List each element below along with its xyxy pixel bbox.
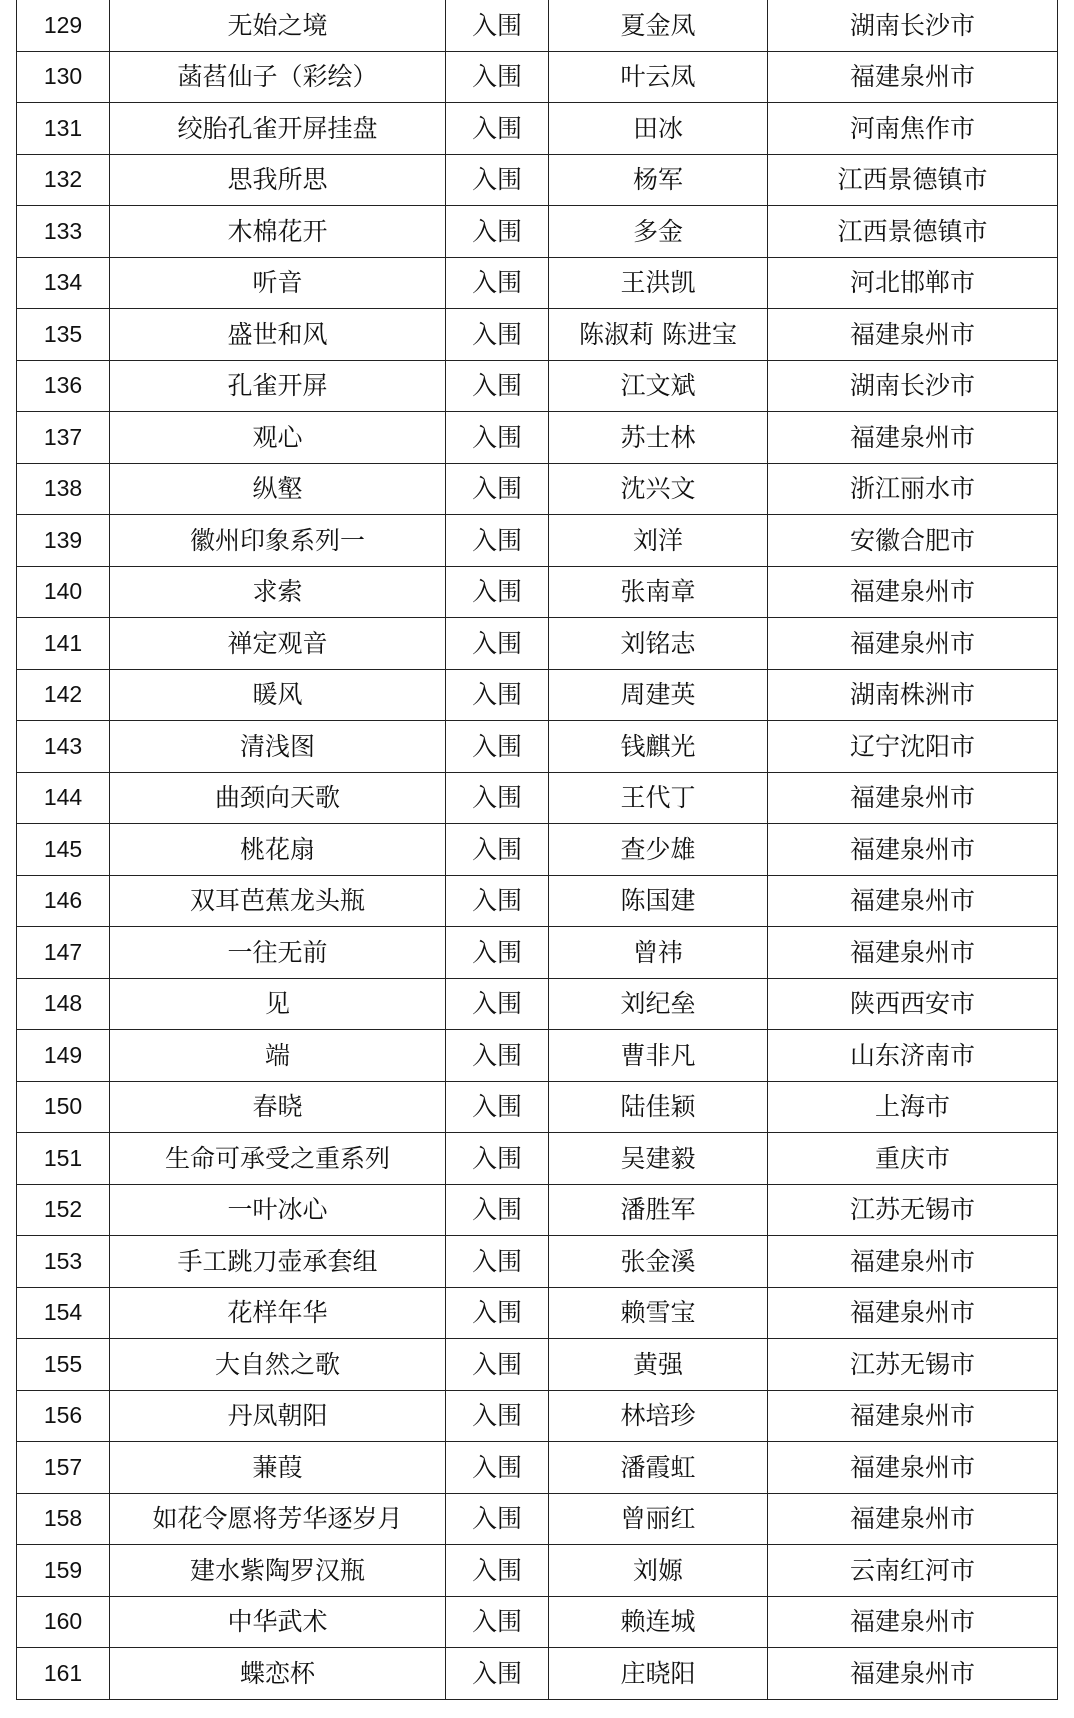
author-cell: 王洪凯 bbox=[549, 257, 768, 309]
table-row bbox=[17, 1390, 1058, 1442]
status-cell: 入围 bbox=[446, 927, 549, 979]
entry-number-cell: 142 bbox=[17, 669, 110, 721]
author-cell: 刘洋 bbox=[549, 515, 768, 567]
status-cell: 入围 bbox=[446, 1236, 549, 1288]
city-cell: 福建泉州市 bbox=[768, 875, 1058, 927]
work-title-cell: 菡萏仙子（彩绘） bbox=[110, 51, 446, 103]
entry-number-cell: 135 bbox=[17, 309, 110, 361]
entry-number-cell: 130 bbox=[17, 51, 110, 103]
author-cell: 杨军 bbox=[549, 154, 768, 206]
table-row bbox=[17, 515, 1058, 567]
work-title-cell: 盛世和风 bbox=[110, 309, 446, 361]
status-cell: 入围 bbox=[446, 103, 549, 155]
entry-number-cell: 141 bbox=[17, 618, 110, 670]
table-row bbox=[17, 1442, 1058, 1494]
status-cell: 入围 bbox=[446, 154, 549, 206]
status-cell: 入围 bbox=[446, 1081, 549, 1133]
table-row bbox=[17, 51, 1058, 103]
city-cell: 河南焦作市 bbox=[768, 103, 1058, 155]
work-title-cell: 无始之境 bbox=[110, 0, 446, 51]
status-cell: 入围 bbox=[446, 1390, 549, 1442]
status-cell: 入围 bbox=[446, 1545, 549, 1597]
work-title-cell: 曲颈向天歌 bbox=[110, 772, 446, 824]
city-cell: 福建泉州市 bbox=[768, 1596, 1058, 1648]
city-cell: 安徽合肥市 bbox=[768, 515, 1058, 567]
work-title-cell: 纵壑 bbox=[110, 463, 446, 515]
work-title-cell: 丹凤朝阳 bbox=[110, 1390, 446, 1442]
table-row bbox=[17, 978, 1058, 1030]
author-cell: 王代丁 bbox=[549, 772, 768, 824]
entry-number-cell: 140 bbox=[17, 566, 110, 618]
author-cell: 赖雪宝 bbox=[549, 1287, 768, 1339]
city-cell: 福建泉州市 bbox=[768, 824, 1058, 876]
work-title-cell: 孔雀开屏 bbox=[110, 360, 446, 412]
work-title-cell: 见 bbox=[110, 978, 446, 1030]
author-cell: 赖连城 bbox=[549, 1596, 768, 1648]
entry-number-cell: 147 bbox=[17, 927, 110, 979]
city-cell: 湖南株洲市 bbox=[768, 669, 1058, 721]
entry-number-cell: 154 bbox=[17, 1287, 110, 1339]
city-cell: 河北邯郸市 bbox=[768, 257, 1058, 309]
work-title-cell: 清浅图 bbox=[110, 721, 446, 773]
table-row bbox=[17, 0, 1058, 51]
work-title-cell: 徽州印象系列一 bbox=[110, 515, 446, 567]
author-cell: 吴建毅 bbox=[549, 1133, 768, 1185]
status-cell: 入围 bbox=[446, 1287, 549, 1339]
city-cell: 陕西西安市 bbox=[768, 978, 1058, 1030]
author-cell: 刘铭志 bbox=[549, 618, 768, 670]
status-cell: 入围 bbox=[446, 463, 549, 515]
table-row bbox=[17, 618, 1058, 670]
award-list-table bbox=[16, 0, 1058, 1700]
entry-number-cell: 158 bbox=[17, 1493, 110, 1545]
status-cell: 入围 bbox=[446, 257, 549, 309]
work-title-cell: 一叶冰心 bbox=[110, 1184, 446, 1236]
status-cell: 入围 bbox=[446, 412, 549, 464]
status-cell: 入围 bbox=[446, 51, 549, 103]
city-cell: 江西景德镇市 bbox=[768, 154, 1058, 206]
entry-number-cell: 153 bbox=[17, 1236, 110, 1288]
city-cell: 上海市 bbox=[768, 1081, 1058, 1133]
document-page bbox=[16, 0, 1057, 1700]
city-cell: 重庆市 bbox=[768, 1133, 1058, 1185]
table-row bbox=[17, 721, 1058, 773]
status-cell: 入围 bbox=[446, 618, 549, 670]
status-cell: 入围 bbox=[446, 1339, 549, 1391]
entry-number-cell: 152 bbox=[17, 1184, 110, 1236]
author-cell: 潘霞虹 bbox=[549, 1442, 768, 1494]
city-cell: 福建泉州市 bbox=[768, 772, 1058, 824]
author-cell: 黄强 bbox=[549, 1339, 768, 1391]
entry-number-cell: 131 bbox=[17, 103, 110, 155]
work-title-cell: 思我所思 bbox=[110, 154, 446, 206]
work-title-cell: 绞胎孔雀开屏挂盘 bbox=[110, 103, 446, 155]
table-body bbox=[17, 0, 1058, 1699]
entry-number-cell: 160 bbox=[17, 1596, 110, 1648]
status-cell: 入围 bbox=[446, 1648, 549, 1700]
work-title-cell: 生命可承受之重系列 bbox=[110, 1133, 446, 1185]
work-title-cell: 一往无前 bbox=[110, 927, 446, 979]
city-cell: 福建泉州市 bbox=[768, 1390, 1058, 1442]
city-cell: 福建泉州市 bbox=[768, 309, 1058, 361]
city-cell: 福建泉州市 bbox=[768, 1442, 1058, 1494]
work-title-cell: 大自然之歌 bbox=[110, 1339, 446, 1391]
work-title-cell: 春晓 bbox=[110, 1081, 446, 1133]
status-cell: 入围 bbox=[446, 0, 549, 51]
author-cell: 林培珍 bbox=[549, 1390, 768, 1442]
author-cell: 苏士林 bbox=[549, 412, 768, 464]
status-cell: 入围 bbox=[446, 360, 549, 412]
city-cell: 福建泉州市 bbox=[768, 1287, 1058, 1339]
city-cell: 云南红河市 bbox=[768, 1545, 1058, 1597]
city-cell: 福建泉州市 bbox=[768, 566, 1058, 618]
status-cell: 入围 bbox=[446, 875, 549, 927]
entry-number-cell: 145 bbox=[17, 824, 110, 876]
work-title-cell: 如花令愿将芳华逐岁月 bbox=[110, 1493, 446, 1545]
work-title-cell: 暖风 bbox=[110, 669, 446, 721]
status-cell: 入围 bbox=[446, 1596, 549, 1648]
entry-number-cell: 138 bbox=[17, 463, 110, 515]
city-cell: 福建泉州市 bbox=[768, 618, 1058, 670]
city-cell: 江苏无锡市 bbox=[768, 1339, 1058, 1391]
status-cell: 入围 bbox=[446, 1184, 549, 1236]
entry-number-cell: 133 bbox=[17, 206, 110, 258]
author-cell: 钱麒光 bbox=[549, 721, 768, 773]
author-cell: 周建英 bbox=[549, 669, 768, 721]
author-cell: 叶云凤 bbox=[549, 51, 768, 103]
author-cell: 多金 bbox=[549, 206, 768, 258]
author-cell: 刘嫄 bbox=[549, 1545, 768, 1597]
author-cell: 张南章 bbox=[549, 566, 768, 618]
table-row bbox=[17, 103, 1058, 155]
work-title-cell: 禅定观音 bbox=[110, 618, 446, 670]
city-cell: 福建泉州市 bbox=[768, 927, 1058, 979]
status-cell: 入围 bbox=[446, 309, 549, 361]
author-cell: 庄晓阳 bbox=[549, 1648, 768, 1700]
entry-number-cell: 148 bbox=[17, 978, 110, 1030]
status-cell: 入围 bbox=[446, 978, 549, 1030]
entry-number-cell: 161 bbox=[17, 1648, 110, 1700]
table-row bbox=[17, 1545, 1058, 1597]
city-cell: 福建泉州市 bbox=[768, 1236, 1058, 1288]
table-row bbox=[17, 1030, 1058, 1082]
table-row bbox=[17, 1133, 1058, 1185]
author-cell: 江文斌 bbox=[549, 360, 768, 412]
status-cell: 入围 bbox=[446, 721, 549, 773]
work-title-cell: 蝶恋杯 bbox=[110, 1648, 446, 1700]
author-cell: 沈兴文 bbox=[549, 463, 768, 515]
work-title-cell: 桃花扇 bbox=[110, 824, 446, 876]
table-row bbox=[17, 309, 1058, 361]
city-cell: 福建泉州市 bbox=[768, 412, 1058, 464]
city-cell: 福建泉州市 bbox=[768, 1648, 1058, 1700]
status-cell: 入围 bbox=[446, 824, 549, 876]
entry-number-cell: 137 bbox=[17, 412, 110, 464]
city-cell: 湖南长沙市 bbox=[768, 0, 1058, 51]
author-cell: 曾丽红 bbox=[549, 1493, 768, 1545]
table-row bbox=[17, 463, 1058, 515]
author-cell: 曾祎 bbox=[549, 927, 768, 979]
status-cell: 入围 bbox=[446, 515, 549, 567]
work-title-cell: 手工跳刀壶承套组 bbox=[110, 1236, 446, 1288]
table-row bbox=[17, 1493, 1058, 1545]
entry-number-cell: 143 bbox=[17, 721, 110, 773]
entry-number-cell: 150 bbox=[17, 1081, 110, 1133]
table-row bbox=[17, 1287, 1058, 1339]
entry-number-cell: 134 bbox=[17, 257, 110, 309]
table-row bbox=[17, 1184, 1058, 1236]
table-row bbox=[17, 927, 1058, 979]
city-cell: 江苏无锡市 bbox=[768, 1184, 1058, 1236]
work-title-cell: 端 bbox=[110, 1030, 446, 1082]
work-title-cell: 求索 bbox=[110, 566, 446, 618]
table-row bbox=[17, 566, 1058, 618]
work-title-cell: 双耳芭蕉龙头瓶 bbox=[110, 875, 446, 927]
author-cell: 夏金凤 bbox=[549, 0, 768, 51]
city-cell: 山东济南市 bbox=[768, 1030, 1058, 1082]
city-cell: 湖南长沙市 bbox=[768, 360, 1058, 412]
status-cell: 入围 bbox=[446, 1133, 549, 1185]
status-cell: 入围 bbox=[446, 1442, 549, 1494]
table-row bbox=[17, 824, 1058, 876]
status-cell: 入围 bbox=[446, 206, 549, 258]
table-row bbox=[17, 669, 1058, 721]
status-cell: 入围 bbox=[446, 772, 549, 824]
table-row bbox=[17, 412, 1058, 464]
table-row bbox=[17, 875, 1058, 927]
entry-number-cell: 155 bbox=[17, 1339, 110, 1391]
entry-number-cell: 149 bbox=[17, 1030, 110, 1082]
author-cell: 陈国建 bbox=[549, 875, 768, 927]
city-cell: 江西景德镇市 bbox=[768, 206, 1058, 258]
table-row bbox=[17, 1648, 1058, 1700]
table-row bbox=[17, 772, 1058, 824]
author-cell: 查少雄 bbox=[549, 824, 768, 876]
city-cell: 福建泉州市 bbox=[768, 1493, 1058, 1545]
author-cell: 潘胜军 bbox=[549, 1184, 768, 1236]
table-row bbox=[17, 360, 1058, 412]
author-cell: 刘纪垒 bbox=[549, 978, 768, 1030]
author-cell: 陈淑莉 陈进宝 bbox=[549, 309, 768, 361]
author-cell: 张金溪 bbox=[549, 1236, 768, 1288]
entry-number-cell: 146 bbox=[17, 875, 110, 927]
table-row bbox=[17, 206, 1058, 258]
entry-number-cell: 159 bbox=[17, 1545, 110, 1597]
table-row bbox=[17, 257, 1058, 309]
city-cell: 辽宁沈阳市 bbox=[768, 721, 1058, 773]
table-row bbox=[17, 1596, 1058, 1648]
status-cell: 入围 bbox=[446, 566, 549, 618]
status-cell: 入围 bbox=[446, 669, 549, 721]
entry-number-cell: 129 bbox=[17, 0, 110, 51]
city-cell: 浙江丽水市 bbox=[768, 463, 1058, 515]
entry-number-cell: 156 bbox=[17, 1390, 110, 1442]
table-row bbox=[17, 154, 1058, 206]
city-cell: 福建泉州市 bbox=[768, 51, 1058, 103]
work-title-cell: 听音 bbox=[110, 257, 446, 309]
status-cell: 入围 bbox=[446, 1493, 549, 1545]
work-title-cell: 花样年华 bbox=[110, 1287, 446, 1339]
entry-number-cell: 151 bbox=[17, 1133, 110, 1185]
entry-number-cell: 139 bbox=[17, 515, 110, 567]
entry-number-cell: 132 bbox=[17, 154, 110, 206]
status-cell: 入围 bbox=[446, 1030, 549, 1082]
author-cell: 田冰 bbox=[549, 103, 768, 155]
work-title-cell: 蒹葭 bbox=[110, 1442, 446, 1494]
entry-number-cell: 157 bbox=[17, 1442, 110, 1494]
author-cell: 曹非凡 bbox=[549, 1030, 768, 1082]
table-row bbox=[17, 1081, 1058, 1133]
work-title-cell: 中华武术 bbox=[110, 1596, 446, 1648]
work-title-cell: 木棉花开 bbox=[110, 206, 446, 258]
entry-number-cell: 144 bbox=[17, 772, 110, 824]
table-row bbox=[17, 1339, 1058, 1391]
author-cell: 陆佳颖 bbox=[549, 1081, 768, 1133]
work-title-cell: 建水紫陶罗汉瓶 bbox=[110, 1545, 446, 1597]
entry-number-cell: 136 bbox=[17, 360, 110, 412]
table-row bbox=[17, 1236, 1058, 1288]
work-title-cell: 观心 bbox=[110, 412, 446, 464]
